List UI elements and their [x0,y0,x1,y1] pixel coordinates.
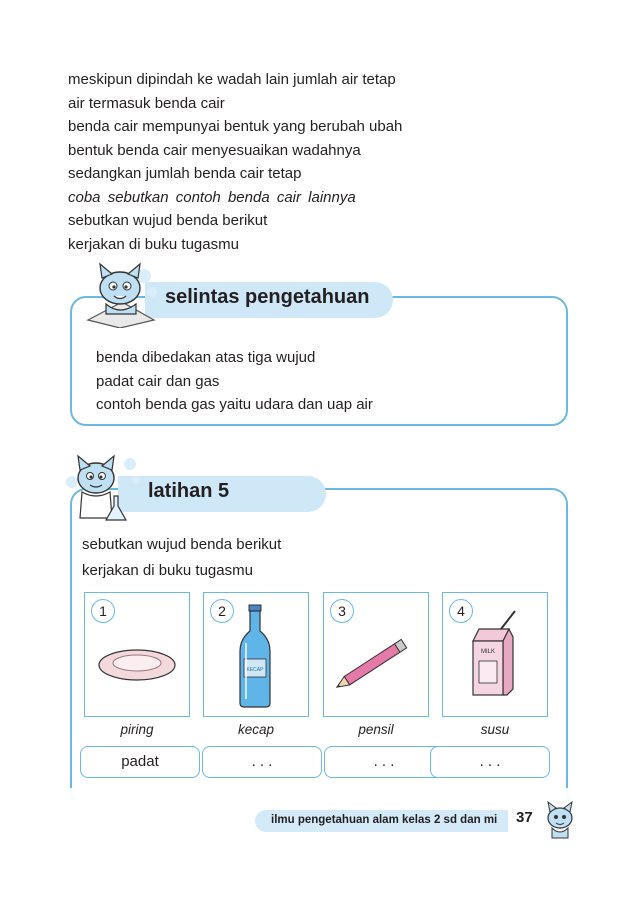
item-number: 2 [210,599,234,623]
intro-line: kerjakan di buku tugasmu [68,235,239,253]
selintas-line: contoh benda gas yaitu udara dan uap air [96,396,373,413]
item-number: 1 [91,599,115,623]
item-number: 3 [330,599,354,623]
answer-box-1[interactable]: padat [80,746,200,778]
item-caption: piring [120,722,154,737]
intro-line: meskipun dipindah ke wadah lain jumlah air tetap [68,71,396,88]
intro-line: air termasuk benda cair [68,94,225,112]
intro-line: sedangkan jumlah benda cair tetap [68,165,302,182]
item-card-piring [84,592,190,717]
selintas-line: benda dibedakan atas tiga wujud [96,349,316,366]
mascot-scientist-icon [64,452,144,532]
item-card-pensil [323,592,429,717]
mascot-reading-icon [82,258,162,328]
footer-bar [255,810,508,832]
item-caption: kecap [237,722,275,737]
latihan-text [82,532,281,584]
item-card-kecap [203,592,309,717]
selintas-line: padat cair dan gas [96,372,220,390]
plate-icon [85,593,191,718]
intro-line-question: coba sebutkan contoh benda cair lainnya [68,188,356,206]
item-card-susu [442,592,548,717]
answer-box-3[interactable]: . . . [324,746,444,778]
selintas-header [145,282,393,318]
latihan-header [118,476,326,512]
mascot-small-icon [540,798,580,840]
intro-line: sebutkan wujud benda berikut [68,212,268,229]
item-caption: pensil [358,722,394,737]
intro-line: benda cair mempunyai bentuk yang berubah ubah [68,118,403,135]
item-number: 4 [449,599,473,623]
answer-box-4[interactable]: . . . [430,746,550,778]
intro-text [68,68,568,256]
milk-carton-icon [443,593,549,718]
latihan-line: kerjakan di buku tugasmu [82,562,253,579]
selintas-text [96,346,373,417]
pencil-icon [324,593,430,718]
selintas-title: selintas pengetahuan [165,286,370,308]
latihan-title: latihan 5 [148,480,230,502]
bottle-icon [204,593,310,718]
answer-box-2[interactable]: . . . [202,746,322,778]
bottle-label: KECAP [246,667,264,673]
item-caption: susu [480,722,510,737]
latihan-line: sebutkan wujud benda berikut [82,536,282,553]
footer-text: ilmu pengetahuan alam kelas 2 sd dan mi [271,814,498,826]
page-number: 37 [516,809,533,826]
intro-line: bentuk benda cair menyesuaikan wadahnya [68,141,361,159]
carton-label: MILK [480,649,496,655]
